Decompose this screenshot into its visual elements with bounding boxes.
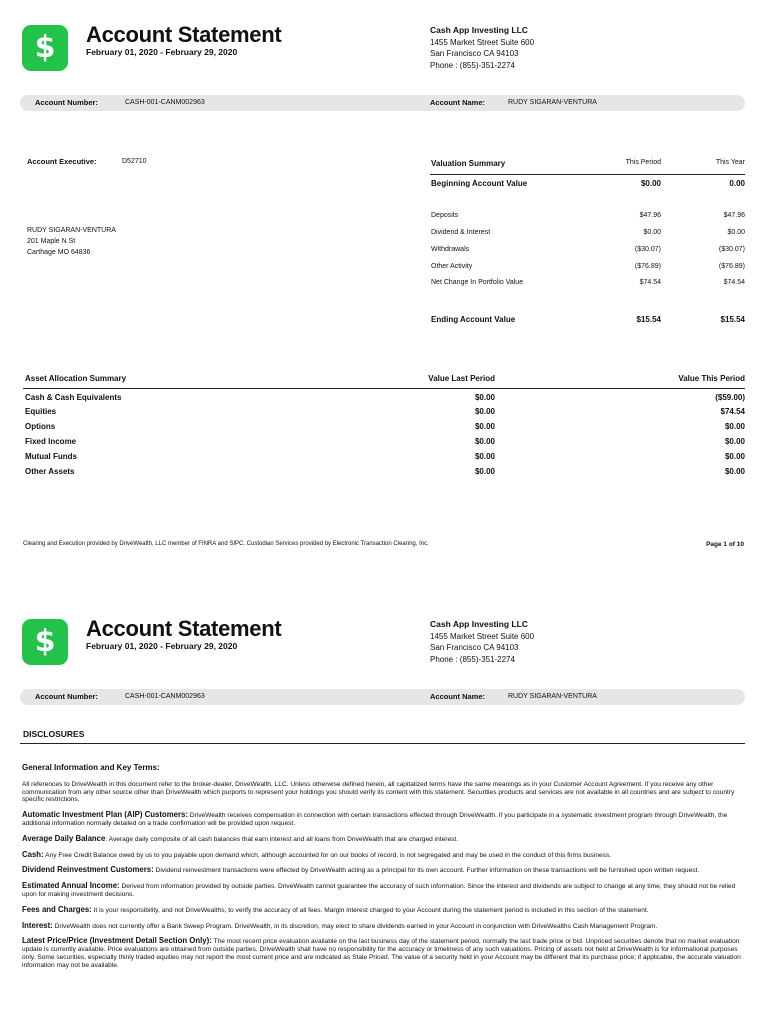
beginning-label: Beginning Account Value (431, 179, 528, 188)
beginning-year-value: 0.00 (729, 179, 745, 188)
beginning-account-value-row (431, 179, 745, 191)
disclosure-item (22, 835, 744, 844)
allocation-row-label: Cash & Cash Equivalents (25, 393, 122, 402)
account-name-value: RUDY SIGARAN-VENTURA (508, 98, 597, 106)
valuation-row-label: Deposits (431, 212, 459, 219)
valuation-row-year: $47.96 (723, 212, 745, 219)
disclosure-term: Cash: (22, 849, 44, 859)
disclosure-text: Derived from information provided by outside parties. DriveWealth cannot guarantee the accuracy of such information. Since the interest and dividends are subject to change at any time, they should not be relied upon for making investment decisions. (22, 883, 736, 898)
company-name: Cash App Investing LLC (430, 619, 528, 629)
account-executive-value: D52710 (122, 158, 147, 165)
company-address-block (430, 25, 534, 71)
this-period-header: This Period (625, 159, 661, 166)
disclosure-item (22, 882, 744, 899)
allocation-row (25, 437, 745, 451)
valuation-row-year: ($30.07) (718, 246, 745, 253)
company-address-block (430, 619, 534, 665)
allocation-row-this: $0.00 (724, 422, 745, 431)
valuation-row-period: $47.96 (639, 212, 661, 219)
valuation-row-year: ($76.89) (718, 263, 745, 270)
disclosure-term: Dividend Reinvestment Customers: (22, 865, 154, 875)
statement-date-range: February 01, 2020 - February 29, 2020 (86, 47, 238, 57)
allocation-row-last: $0.00 (474, 422, 495, 431)
disclosure-text: It is your responsibility, and not DriveWealths, to verify the accuracy of all fees. Margin interest charged to your Account during the statement period is included in this section of the statement. (91, 906, 649, 914)
cash-app-logo (22, 25, 68, 71)
divider (430, 174, 745, 175)
company-address-line1: 1455 Market Street Suite 600 (430, 37, 535, 47)
valuation-row-period: $0.00 (643, 229, 661, 236)
this-year-header: This Year (715, 159, 745, 166)
allocation-row (25, 452, 745, 466)
allocation-row-last: $0.00 (474, 452, 495, 461)
disclosure-text: : Average daily composite of all cash balances that earn interest and all loans from DriveWealth that are charged interest. (105, 835, 459, 843)
cash-app-logo (22, 619, 68, 665)
allocation-row-this: $0.00 (724, 452, 745, 461)
ending-period-value: $15.54 (636, 315, 661, 324)
account-name-value: RUDY SIGARAN-VENTURA (508, 692, 597, 700)
disclosure-text: Any Free Credit Balance owed by us to you payable upon demand which, although accounted for on our books of record, is not segregated and may be used in the conduct of this firms business. (43, 851, 612, 859)
asset-allocation-title: Asset Allocation Summary (25, 374, 127, 383)
account-number-value: CASH-001-CANM002963 (125, 98, 205, 106)
ending-year-value: $15.54 (720, 315, 745, 324)
disclosure-text: DriveWealth does not currently offer a Bank Sweep Program. DriveWealth, in its discretion, may elect to share dividends earned in your Account in conjunction with DriveWealths Cash Management Program. (52, 922, 658, 930)
disclosures-title: DISCLOSURES (23, 729, 85, 739)
valuation-row-label: Other Activity (431, 263, 473, 270)
statement-date-range: February 01, 2020 - February 29, 2020 (86, 641, 238, 651)
dollar-icon: $ (34, 30, 56, 65)
page-number: Page 1 of 10 (706, 541, 744, 548)
allocation-row-this: $0.00 (724, 437, 745, 446)
disclosure-term: Estimated Annual Income: (22, 881, 120, 891)
address-street: 201 Maple N St (27, 238, 76, 245)
allocation-row-this: $0.00 (724, 467, 745, 476)
valuation-row (431, 263, 745, 275)
account-number-label: Account Number: (35, 98, 98, 107)
valuation-row (431, 212, 745, 224)
allocation-row-label: Equities (25, 407, 57, 416)
allocation-row-last: $0.00 (474, 393, 495, 402)
disclosure-term: Average Daily Balance (22, 833, 106, 843)
disclosure-text: The most recent price evaluation available on the last business day of the statement period, normally the last trade price or bid. Unpriced securities denote that no market evaluation update is currently available. Price evaluations are obtained from outside parties. DriveWealth shall have no responsibility for the accuracy or timeliness of any such valuations. Pricing of assets not held at DriveWealth is for informational purposes only. Some securities, especially thinly traded equities may not report the most current price and are indicated as Stale Priced. The value of a security held in your Account may be different that its purchase price; if applicable, the accurate valuation information may not be available. (22, 938, 741, 969)
account-info-bar (20, 689, 745, 705)
company-address-line2: San Francisco CA 94103 (430, 643, 519, 652)
disclosure-term: Interest: (22, 920, 53, 930)
disclosure-item (22, 866, 744, 875)
company-address-line2: San Francisco CA 94103 (430, 49, 519, 58)
valuation-row-period: ($30.07) (634, 246, 661, 253)
valuation-row-year: $0.00 (727, 229, 745, 236)
general-info-text: All references to DriveWealth in this document refer to the broker-dealer, DriveWealth, LLC. Unless otherwise defined herein, all capitalized terms have the same meanings as in your Customer Account Agreement. If you receive any other communication from any other source other than DriveWealth which purports to represent your holdings you should verify its content with this statement. Securities products and services are not available in all countries and are subject to country specific restrictions. (22, 780, 735, 804)
account-name-label: Account Name: (430, 98, 486, 107)
account-number-label: Account Number: (35, 692, 98, 701)
valuation-row-year: $74.54 (723, 279, 745, 286)
value-last-period-header: Value Last Period (428, 374, 495, 383)
allocation-row-last: $0.00 (474, 467, 495, 476)
valuation-row (431, 229, 745, 241)
disclosure-term: Automatic Investment Plan (AIP) Customers: (22, 810, 188, 820)
disclosure-item (22, 851, 744, 860)
allocation-row (25, 407, 745, 421)
allocation-row-label: Options (25, 422, 56, 431)
disclosure-item (22, 922, 744, 931)
asset-allocation-header (25, 374, 745, 388)
company-phone: Phone : (855)-351-2274 (430, 60, 515, 70)
allocation-row-label: Fixed Income (25, 437, 77, 446)
disclosure-text: DriveWealth receives compensation in connection with certain transactions effected through DriveWealth. If you participate in a systematic investment program through DriveWealth, the additional information normally detailed on a trade confirmation will be provided upon request. (22, 812, 728, 827)
valuation-row-period: ($76.89) (634, 263, 661, 270)
allocation-row-label: Other Assets (25, 467, 75, 476)
allocation-row (25, 467, 745, 481)
allocation-row (25, 393, 745, 407)
dollar-icon: $ (34, 624, 56, 659)
ending-label: Ending Account Value (431, 315, 516, 324)
divider (23, 388, 745, 389)
allocation-row-this: ($59.00) (715, 393, 745, 402)
valuation-row (431, 279, 745, 291)
valuation-row-period: $74.54 (639, 279, 661, 286)
allocation-row-label: Mutual Funds (25, 452, 77, 461)
value-this-period-header: Value This Period (678, 374, 745, 383)
disclosure-item (22, 906, 744, 915)
disclosure-text: Dividend reinvestment transactions were effected by DriveWealth acting as a principal for its own account. Further information on these transactions will be furnished upon written request. (153, 867, 700, 875)
allocation-row-last: $0.00 (474, 437, 495, 446)
disclosures-body (22, 764, 744, 977)
valuation-row-label: Dividend & Interest (431, 229, 491, 236)
account-name-label: Account Name: (430, 692, 486, 701)
ending-account-value-row (431, 315, 745, 327)
clearing-footer-note: Clearing and Execution provided by DriveWealth, LLC member of FINRA and SIPC. Custodian Services provided by Electronic Transaction Clearing, Inc. (23, 541, 429, 547)
statement-page-2 (0, 594, 768, 1024)
account-executive-label: Account Executive: (27, 157, 97, 166)
company-name: Cash App Investing LLC (430, 25, 528, 35)
general-info-heading: General Information and Key Terms: (22, 763, 160, 772)
company-address-line1: 1455 Market Street Suite 600 (430, 631, 535, 641)
address-city: Carthage MO 64836 (27, 249, 91, 256)
page-title: Account Statement (86, 616, 282, 641)
valuation-row (431, 246, 745, 258)
valuation-summary-header (431, 159, 745, 171)
valuation-row-label: Net Change In Portfolio Value (431, 279, 524, 286)
disclosure-term: Latest Price/Price (Investment Detail Section Only): (22, 936, 212, 946)
allocation-row-last: $0.00 (474, 407, 495, 416)
account-number-value: CASH-001-CANM002963 (125, 692, 205, 700)
valuation-summary-title: Valuation Summary (431, 159, 506, 168)
beginning-period-value: $0.00 (640, 179, 661, 188)
account-info-bar (20, 95, 745, 111)
company-phone: Phone : (855)-351-2274 (430, 654, 515, 664)
page-title: Account Statement (86, 22, 282, 47)
allocation-row-this: $74.54 (720, 407, 745, 416)
allocation-row (25, 422, 745, 436)
divider (20, 743, 745, 744)
disclosure-item (22, 811, 744, 828)
disclosure-item (22, 937, 744, 969)
address-name: RUDY SIGARAN-VENTURA (27, 227, 116, 234)
mailing-address (27, 225, 116, 258)
disclosure-term: Fees and Charges: (22, 904, 92, 914)
valuation-row-label: Withdrawals (431, 246, 470, 253)
